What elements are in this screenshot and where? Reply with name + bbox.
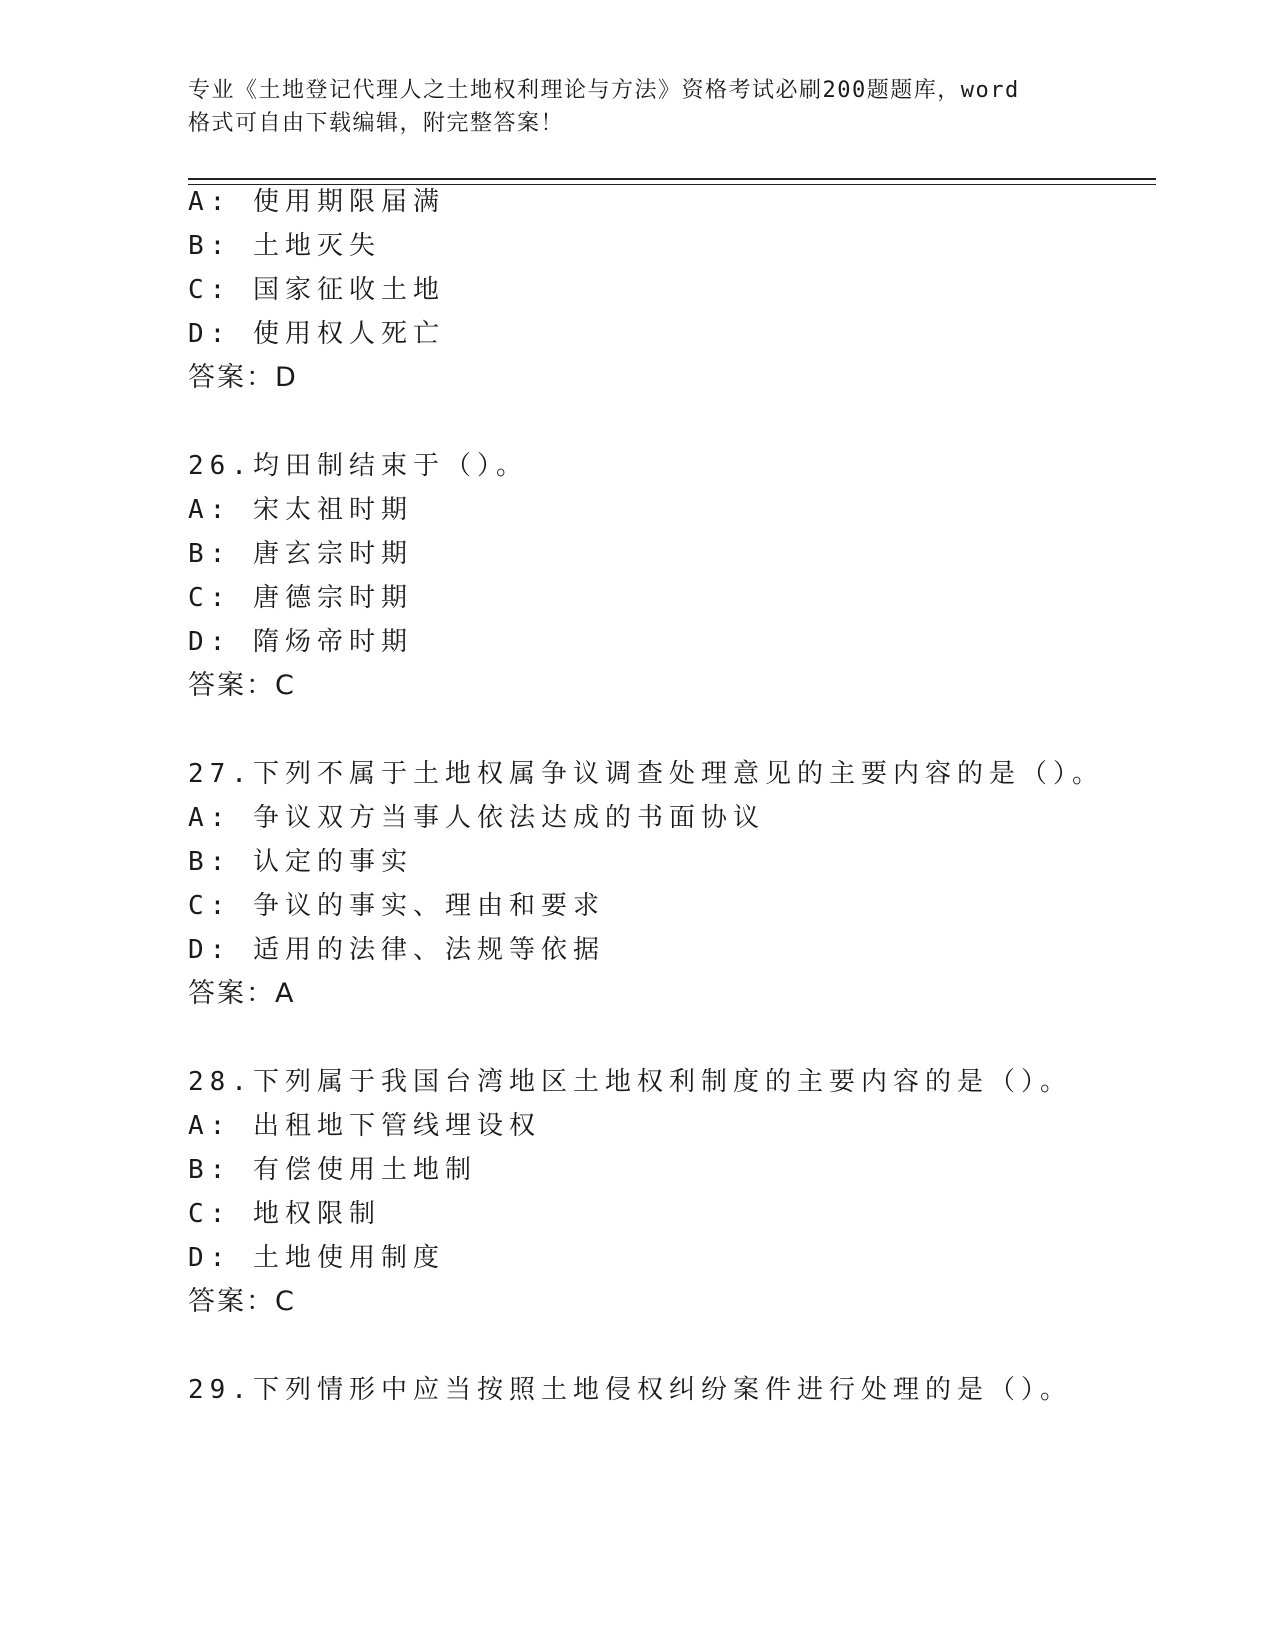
q28-option-d: D: 土地使用制度 <box>188 1243 445 1273</box>
q27-option-b: B: 认定的事实 <box>188 847 413 877</box>
q28-option-c: C: 地权限制 <box>188 1199 381 1229</box>
q27-option-c: C: 争议的事实、理由和要求 <box>188 891 605 921</box>
q25-option-b: B: 土地灭失 <box>188 231 381 261</box>
q26-option-a: A: 宋太祖时期 <box>188 495 413 525</box>
header-line-1: 专业《土地登记代理人之土地权利理论与方法》资格考试必刷200题题库，word <box>188 78 1020 103</box>
q28-answer: 答案：C <box>188 1286 296 1317</box>
q27-option-a: A: 争议双方当事人依法达成的书面协议 <box>188 803 765 833</box>
q25-option-a: A: 使用期限届满 <box>188 187 445 217</box>
q28-question: 28.下列属于我国台湾地区土地权利制度的主要内容的是（）。 <box>188 1067 1072 1097</box>
q25-option-d: D: 使用权人死亡 <box>188 319 445 349</box>
q27-question: 27.下列不属于土地权属争议调查处理意见的主要内容的是（）。 <box>188 759 1104 789</box>
q28-option-a: A: 出租地下管线埋设权 <box>188 1111 541 1141</box>
q27-option-d: D: 适用的法律、法规等依据 <box>188 935 605 965</box>
q26-answer: 答案：C <box>188 670 296 701</box>
header-divider-thin <box>188 184 1156 185</box>
q25-option-c: C: 国家征收土地 <box>188 275 445 305</box>
document-header <box>188 74 1088 140</box>
header-divider-thick <box>188 178 1156 180</box>
q28-option-b: B: 有偿使用土地制 <box>188 1155 477 1185</box>
q26-option-d: D: 隋炀帝时期 <box>188 627 413 657</box>
q26-option-b: B: 唐玄宗时期 <box>188 539 413 569</box>
q26-option-c: C: 唐德宗时期 <box>188 583 413 613</box>
q25-answer: 答案：D <box>188 362 298 393</box>
q26-question: 26.均田制结束于（）。 <box>188 451 528 481</box>
q29-question: 29.下列情形中应当按照土地侵权纠纷案件进行处理的是（）。 <box>188 1375 1072 1405</box>
header-line-2: 格式可自由下载编辑，附完整答案！ <box>188 111 565 136</box>
q27-answer: 答案：A <box>188 978 296 1009</box>
